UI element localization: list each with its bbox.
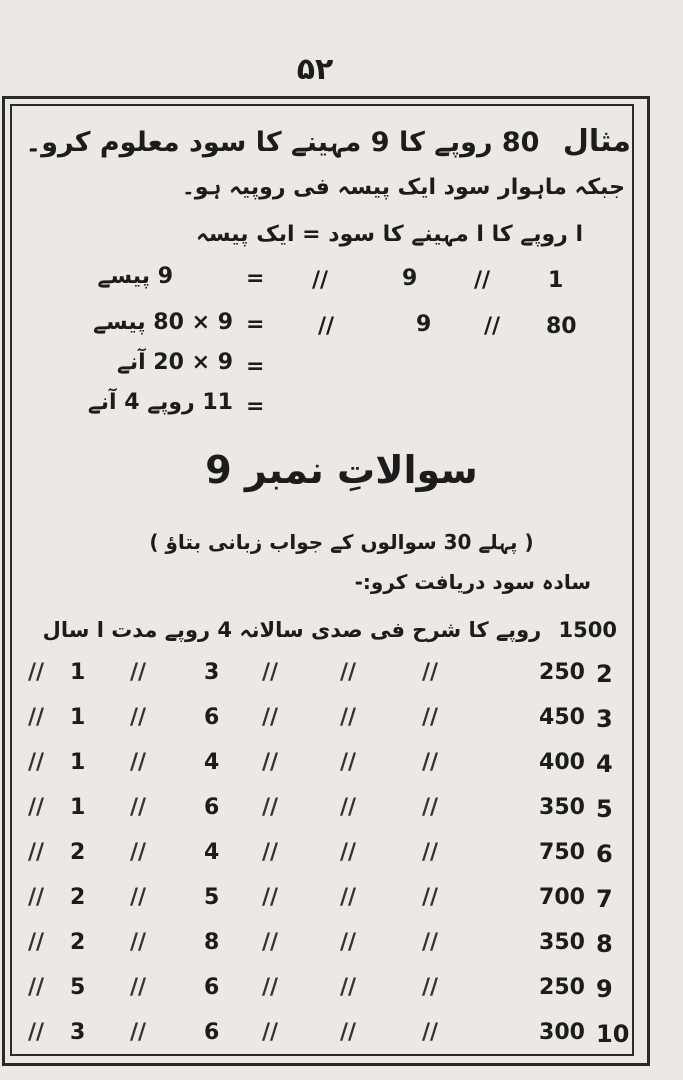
question-rate: 3	[204, 660, 220, 685]
question-row	[22, 975, 622, 1015]
question-years: 5	[70, 975, 86, 1000]
ditto-mark: //	[262, 705, 279, 730]
ditto-mark: //	[422, 930, 439, 955]
question-number: 10	[596, 1020, 630, 1048]
ditto-mark: //	[262, 660, 279, 685]
step2-eq: =	[246, 312, 265, 337]
question-rate: 5	[204, 885, 220, 910]
ditto-mark: //	[130, 1020, 147, 1045]
ditto-mark: //	[340, 885, 357, 910]
step2-ditto-a: //	[484, 314, 501, 339]
question-1-text: 500 روپے کا شرح فی صدی سالانہ 4 روپے مدت ا سال	[42, 618, 617, 642]
question-rate: 6	[204, 795, 220, 820]
example-basis: ا روپے کا ا مہینے کا سود = ایک پیسہ	[196, 222, 583, 247]
question-rate: 6	[204, 975, 220, 1000]
question-row	[22, 1020, 630, 1060]
step1-ditto-b: //	[312, 268, 329, 293]
ditto-mark: //	[262, 750, 279, 775]
ditto-mark: //	[262, 975, 279, 1000]
ditto-mark: //	[28, 975, 45, 1000]
ditto-mark: //	[422, 750, 439, 775]
question-rate: 4	[204, 750, 220, 775]
ditto-mark: //	[130, 975, 147, 1000]
ditto-mark: //	[262, 930, 279, 955]
question-rate: 6	[204, 705, 220, 730]
example-condition: جبکہ ماہوار سود ایک پیسہ فی روپیہ ہو۔	[181, 175, 625, 200]
step2-months: 9	[416, 312, 432, 337]
question-row	[22, 750, 622, 790]
question-number: 2	[596, 660, 613, 688]
step2-ditto-b: //	[318, 314, 335, 339]
question-number: 7	[596, 885, 613, 913]
step1-months: 9	[402, 266, 418, 291]
question-row	[22, 660, 622, 700]
ditto-mark: //	[28, 840, 45, 865]
question-amount: 350	[539, 930, 585, 955]
ditto-mark: //	[422, 795, 439, 820]
ditto-mark: //	[262, 795, 279, 820]
ditto-mark: //	[422, 705, 439, 730]
question-amount: 350	[539, 795, 585, 820]
ditto-mark: //	[28, 885, 45, 910]
question-row	[22, 705, 622, 745]
ditto-mark: //	[262, 885, 279, 910]
ditto-mark: //	[340, 840, 357, 865]
question-years: 3	[70, 1020, 86, 1045]
question-years: 1	[70, 660, 86, 685]
step4-result: 11 روپے 4 آنے	[87, 390, 233, 415]
ditto-mark: //	[340, 750, 357, 775]
ditto-mark: //	[130, 750, 147, 775]
ditto-mark: //	[28, 750, 45, 775]
question-row	[22, 840, 622, 880]
ditto-mark: //	[130, 930, 147, 955]
question-rate: 6	[204, 1020, 220, 1045]
ditto-mark: //	[422, 1020, 439, 1045]
ditto-mark: //	[262, 840, 279, 865]
question-amount: 450	[539, 705, 585, 730]
ditto-mark: //	[422, 840, 439, 865]
question-amount: 750	[539, 840, 585, 865]
question-years: 2	[70, 840, 86, 865]
step3-eq: =	[246, 354, 265, 379]
ditto-mark: //	[130, 660, 147, 685]
ditto-mark: //	[28, 1020, 45, 1045]
instruction-text: سادہ سود دریافت کرو:-	[354, 570, 591, 594]
question-number: 8	[596, 930, 613, 958]
ditto-mark: //	[262, 1020, 279, 1045]
ditto-mark: //	[28, 795, 45, 820]
question-rate: 8	[204, 930, 220, 955]
ditto-mark: //	[422, 975, 439, 1000]
question-years: 1	[70, 795, 86, 820]
section-heading: سوالاتِ نمبر 9	[205, 448, 478, 492]
question-number: 5	[596, 795, 613, 823]
question-years: 1	[70, 750, 86, 775]
question-row	[22, 930, 622, 970]
question-number: 6	[596, 840, 613, 868]
ditto-mark: //	[422, 885, 439, 910]
question-1-number: 1	[558, 618, 574, 642]
example-label: مثال	[562, 124, 631, 159]
ditto-mark: //	[340, 1020, 357, 1045]
ditto-mark: //	[28, 705, 45, 730]
step1-ditto-a: //	[474, 268, 491, 293]
ditto-mark: //	[130, 795, 147, 820]
question-years: 2	[70, 885, 86, 910]
question-row	[22, 795, 622, 835]
question-amount: 300	[539, 1020, 585, 1045]
ditto-mark: //	[340, 705, 357, 730]
question-number: 4	[596, 750, 613, 778]
step1-eq: =	[246, 266, 265, 291]
step3-result: 9 × 20 آنے	[116, 350, 233, 375]
example-question: 80 روپے کا 9 مہینے کا سود معلوم کرو۔	[25, 127, 540, 158]
question-years: 2	[70, 930, 86, 955]
question-amount: 700	[539, 885, 585, 910]
step2-result: 9 × 80 پیسے	[93, 310, 233, 335]
step1-result: 9 پیسے	[97, 264, 173, 289]
question-amount: 250	[539, 975, 585, 1000]
question-number: 3	[596, 705, 613, 733]
ditto-mark: //	[130, 705, 147, 730]
example-title	[25, 124, 631, 159]
ditto-mark: //	[130, 840, 147, 865]
question-1	[43, 618, 617, 642]
ditto-mark: //	[28, 660, 45, 685]
ditto-mark: //	[130, 885, 147, 910]
question-years: 1	[70, 705, 86, 730]
ditto-mark: //	[340, 795, 357, 820]
ditto-mark: //	[422, 660, 439, 685]
question-row	[22, 885, 622, 925]
ditto-mark: //	[340, 930, 357, 955]
section-subheading: ( پہلے 30 سوالوں کے جواب زبانی بتاؤ )	[149, 530, 534, 554]
ditto-mark: //	[28, 930, 45, 955]
ditto-mark: //	[340, 660, 357, 685]
question-amount: 250	[539, 660, 585, 685]
question-number: 9	[596, 975, 613, 1003]
ditto-mark: //	[340, 975, 357, 1000]
step4-eq: =	[246, 394, 265, 419]
page-number: ۵۲	[296, 52, 334, 87]
step1-left: 1	[548, 268, 564, 293]
step2-left: 80	[546, 314, 577, 339]
question-rate: 4	[204, 840, 220, 865]
question-amount: 400	[539, 750, 585, 775]
